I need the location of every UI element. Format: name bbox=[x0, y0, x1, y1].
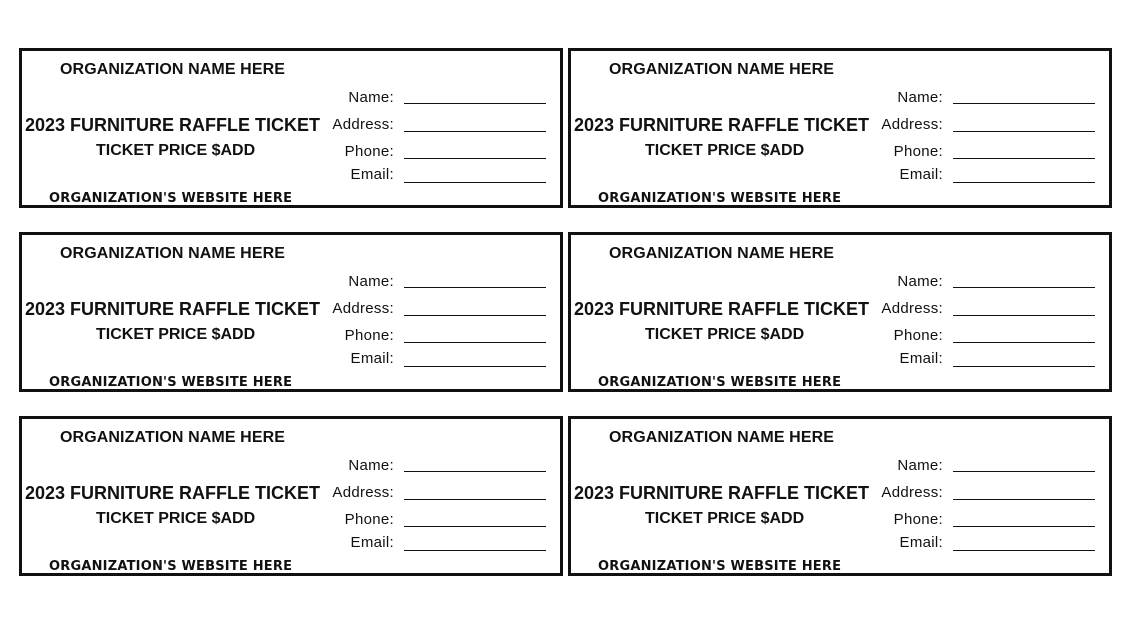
ticket-price: TICKET PRICE $ADD bbox=[645, 142, 805, 159]
organization-name: ORGANIZATION NAME HERE bbox=[60, 245, 286, 262]
name-line[interactable] bbox=[404, 287, 546, 288]
email-line[interactable] bbox=[953, 366, 1095, 367]
phone-label: Phone: bbox=[893, 327, 943, 344]
organization-name: ORGANIZATION NAME HERE bbox=[609, 61, 835, 78]
name-line[interactable] bbox=[953, 103, 1095, 104]
ticket-title: 2023 FURNITURE RAFFLE TICKET bbox=[25, 115, 321, 135]
address-label: Address: bbox=[332, 300, 394, 317]
phone-label: Phone: bbox=[893, 511, 943, 528]
raffle-ticket bbox=[568, 232, 1112, 392]
email-line[interactable] bbox=[953, 550, 1095, 551]
raffle-ticket bbox=[19, 416, 563, 576]
email-label: Email: bbox=[350, 534, 394, 551]
address-line[interactable] bbox=[953, 131, 1095, 132]
name-label: Name: bbox=[348, 457, 394, 474]
phone-label: Phone: bbox=[344, 327, 394, 344]
address-label: Address: bbox=[881, 300, 943, 317]
phone-label: Phone: bbox=[344, 511, 394, 528]
organization-name: ORGANIZATION NAME HERE bbox=[609, 429, 835, 446]
name-label: Name: bbox=[897, 273, 943, 290]
phone-line[interactable] bbox=[953, 342, 1095, 343]
address-label: Address: bbox=[332, 116, 394, 133]
address-line[interactable] bbox=[404, 499, 546, 500]
phone-line[interactable] bbox=[404, 158, 546, 159]
email-line[interactable] bbox=[404, 550, 546, 551]
ticket-price: TICKET PRICE $ADD bbox=[96, 326, 256, 343]
ticket-price: TICKET PRICE $ADD bbox=[96, 510, 256, 527]
address-label: Address: bbox=[881, 484, 943, 501]
name-label: Name: bbox=[348, 89, 394, 106]
phone-line[interactable] bbox=[953, 526, 1095, 527]
name-line[interactable] bbox=[953, 287, 1095, 288]
organization-website: ORGANIZATION'S WEBSITE HERE bbox=[49, 375, 293, 390]
organization-name: ORGANIZATION NAME HERE bbox=[60, 61, 286, 78]
phone-line[interactable] bbox=[404, 526, 546, 527]
address-label: Address: bbox=[332, 484, 394, 501]
email-label: Email: bbox=[899, 350, 943, 367]
organization-website: ORGANIZATION'S WEBSITE HERE bbox=[598, 375, 842, 390]
name-line[interactable] bbox=[404, 471, 546, 472]
ticket-title: 2023 FURNITURE RAFFLE TICKET bbox=[574, 483, 870, 503]
email-label: Email: bbox=[350, 166, 394, 183]
ticket-title: 2023 FURNITURE RAFFLE TICKET bbox=[574, 115, 870, 135]
address-line[interactable] bbox=[404, 131, 546, 132]
phone-line[interactable] bbox=[953, 158, 1095, 159]
raffle-ticket bbox=[568, 48, 1112, 208]
organization-name: ORGANIZATION NAME HERE bbox=[60, 429, 286, 446]
organization-website: ORGANIZATION'S WEBSITE HERE bbox=[49, 191, 293, 206]
email-label: Email: bbox=[350, 350, 394, 367]
name-label: Name: bbox=[897, 89, 943, 106]
ticket-title: 2023 FURNITURE RAFFLE TICKET bbox=[574, 299, 870, 319]
email-line[interactable] bbox=[953, 182, 1095, 183]
email-line[interactable] bbox=[404, 182, 546, 183]
ticket-price: TICKET PRICE $ADD bbox=[645, 326, 805, 343]
name-label: Name: bbox=[348, 273, 394, 290]
organization-website: ORGANIZATION'S WEBSITE HERE bbox=[598, 559, 842, 574]
address-line[interactable] bbox=[953, 315, 1095, 316]
name-label: Name: bbox=[897, 457, 943, 474]
email-label: Email: bbox=[899, 534, 943, 551]
raffle-ticket bbox=[19, 232, 563, 392]
email-line[interactable] bbox=[404, 366, 546, 367]
phone-label: Phone: bbox=[344, 143, 394, 160]
raffle-ticket bbox=[568, 416, 1112, 576]
ticket-price: TICKET PRICE $ADD bbox=[645, 510, 805, 527]
ticket-title: 2023 FURNITURE RAFFLE TICKET bbox=[25, 483, 321, 503]
phone-line[interactable] bbox=[404, 342, 546, 343]
address-line[interactable] bbox=[953, 499, 1095, 500]
phone-label: Phone: bbox=[893, 143, 943, 160]
address-line[interactable] bbox=[404, 315, 546, 316]
name-line[interactable] bbox=[953, 471, 1095, 472]
organization-website: ORGANIZATION'S WEBSITE HERE bbox=[49, 559, 293, 574]
organization-name: ORGANIZATION NAME HERE bbox=[609, 245, 835, 262]
address-label: Address: bbox=[881, 116, 943, 133]
email-label: Email: bbox=[899, 166, 943, 183]
organization-website: ORGANIZATION'S WEBSITE HERE bbox=[598, 191, 842, 206]
ticket-title: 2023 FURNITURE RAFFLE TICKET bbox=[25, 299, 321, 319]
ticket-price: TICKET PRICE $ADD bbox=[96, 142, 256, 159]
name-line[interactable] bbox=[404, 103, 546, 104]
raffle-ticket bbox=[19, 48, 563, 208]
